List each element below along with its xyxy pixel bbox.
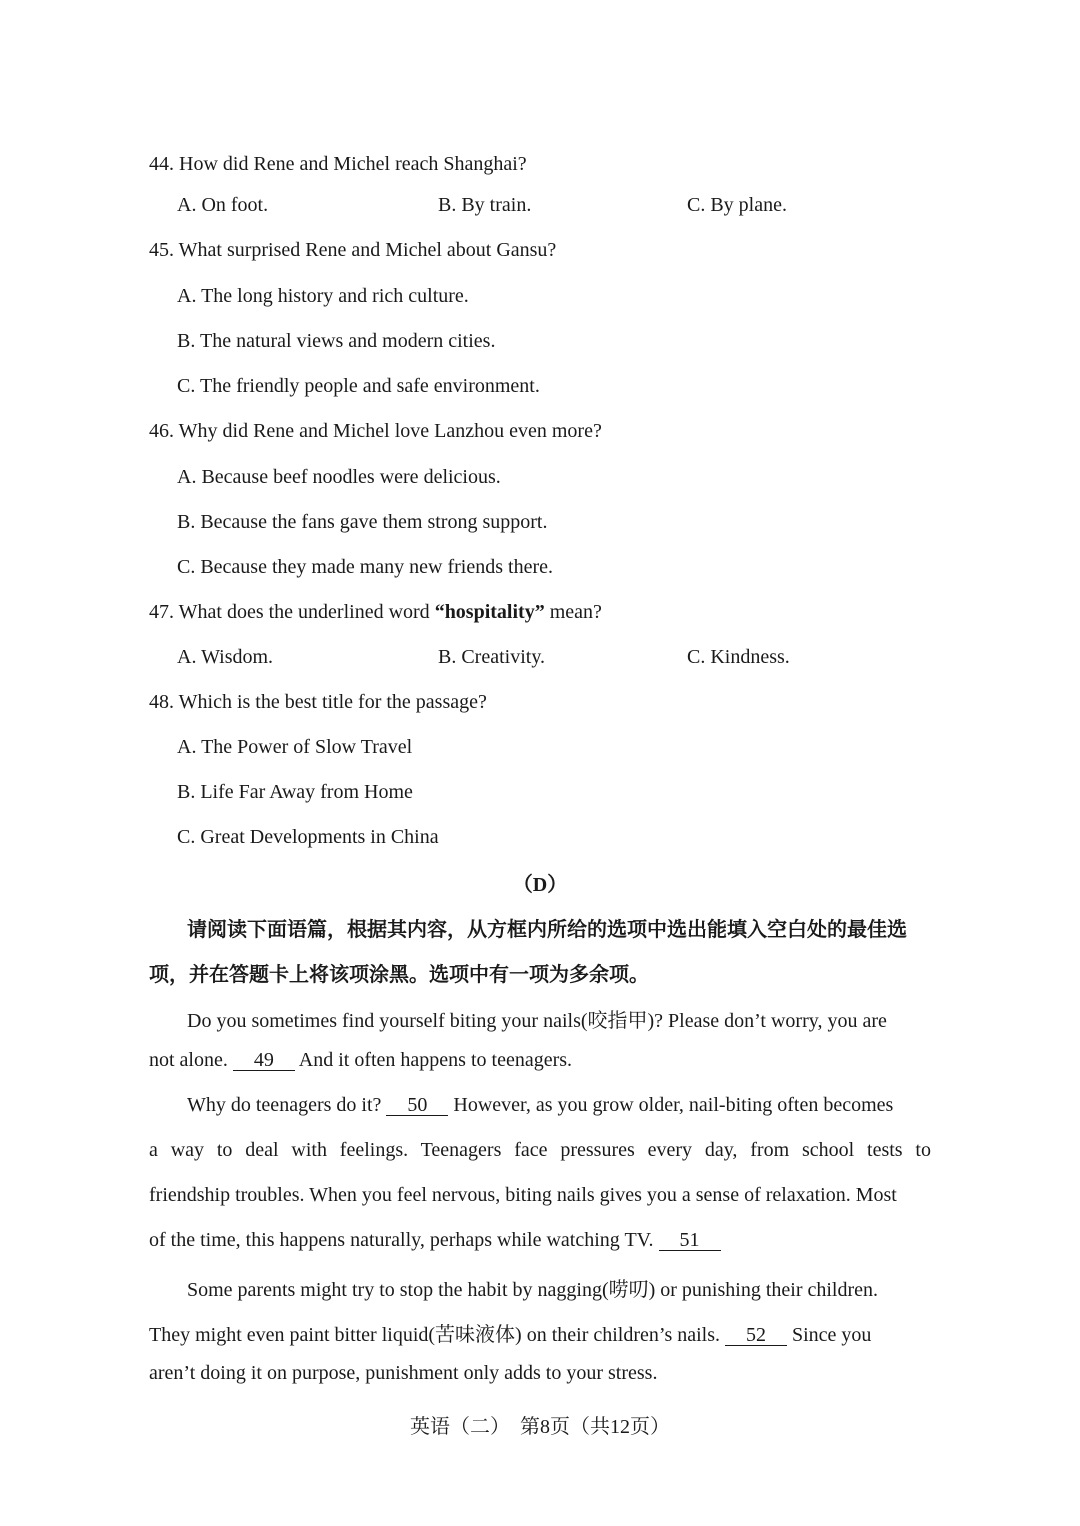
passage-p2-line-1 bbox=[187, 1094, 893, 1117]
question-47-option-c: C. Kindness. bbox=[687, 646, 790, 668]
passage-p3-line-1: Some parents might try to stop the habit by nagging(唠叨) or punishing their children. bbox=[187, 1279, 879, 1301]
question-47-stem bbox=[149, 600, 602, 624]
passage-p1-line-2 bbox=[149, 1049, 572, 1072]
question-47-keyword: “hospitality” bbox=[434, 601, 545, 623]
blank-49[interactable]: 49 bbox=[233, 1050, 295, 1071]
passage-p2-line-1-post: However, as you grow older, nail-biting often becomes bbox=[448, 1094, 894, 1116]
passage-p1-line-2-post: And it often happens to teenagers. bbox=[294, 1049, 573, 1071]
passage-p2-line-3: friendship troubles. When you feel nervous, biting nails gives you a sense of relaxation. Most bbox=[149, 1184, 897, 1206]
question-46-stem: 46. Why did Rene and Michel love Lanzhou even more? bbox=[149, 420, 602, 442]
blank-51[interactable]: 51 bbox=[659, 1230, 721, 1251]
question-44-option-a: A. On foot. bbox=[177, 194, 269, 216]
question-46-option-a: A. Because beef noodles were delicious. bbox=[177, 466, 501, 488]
question-47-stem-pre: 47. What does the underlined word bbox=[149, 601, 435, 623]
question-45-option-b: B. The natural views and modern cities. bbox=[177, 330, 496, 352]
blank-52[interactable]: 52 bbox=[725, 1325, 787, 1346]
question-46-option-c: C. Because they made many new friends there. bbox=[177, 556, 553, 578]
passage-p3-line-2-post: Since you bbox=[787, 1324, 872, 1346]
question-45-option-c: C. The friendly people and safe environment. bbox=[177, 375, 540, 397]
passage-p2-line-2: a way to deal with feelings. Teenagers face pressures every day, from school tests to bbox=[149, 1139, 931, 1161]
question-47-option-a: A. Wisdom. bbox=[177, 646, 274, 668]
passage-p3-line-2 bbox=[149, 1318, 871, 1347]
question-44-option-b: B. By train. bbox=[438, 194, 532, 216]
passage-p1-line-2-pre: not alone. bbox=[149, 1049, 233, 1071]
section-d-instruction-line-1: 请阅读下面语篇，根据其内容，从方框内所给的选项中选出能填入空白处的最佳选 bbox=[187, 917, 907, 941]
question-44-option-c: C. By plane. bbox=[687, 194, 787, 216]
question-45-option-a: A. The long history and rich culture. bbox=[177, 285, 469, 307]
question-48-stem: 48. Which is the best title for the passage? bbox=[149, 691, 487, 713]
question-48-option-b: B. Life Far Away from Home bbox=[177, 781, 413, 803]
passage-p3-line-2-pre: They might even paint bitter liquid(苦味液体) on their children’s nails. bbox=[149, 1324, 725, 1346]
question-45-stem: 45. What surprised Rene and Michel about Gansu? bbox=[149, 239, 557, 261]
passage-p3-line-3: aren’t doing it on purpose, punishment only adds to your stress. bbox=[149, 1362, 658, 1384]
question-48-option-c: C. Great Developments in China bbox=[177, 826, 439, 848]
question-46-option-b: B. Because the fans gave them strong support. bbox=[177, 511, 548, 533]
passage-p2-line-4-pre: of the time, this happens naturally, perhaps while watching TV. bbox=[149, 1229, 659, 1251]
blank-50[interactable]: 50 bbox=[386, 1095, 448, 1116]
question-44-stem: 44. How did Rene and Michel reach Shanghai? bbox=[149, 153, 527, 175]
passage-p2-line-4 bbox=[149, 1229, 721, 1252]
passage-p1-line-1: Do you sometimes find yourself biting your nails(咬指甲)? Please don’t worry, you are bbox=[187, 1010, 887, 1032]
question-47-option-b: B. Creativity. bbox=[438, 646, 546, 668]
question-47-stem-post: mean? bbox=[544, 601, 602, 623]
passage-p2-line-1-pre: Why do teenagers do it? bbox=[187, 1094, 387, 1116]
question-48-option-a: A. The Power of Slow Travel bbox=[177, 736, 413, 758]
section-d-title: （D） bbox=[512, 874, 568, 896]
section-d-instruction-line-2: 项，并在答题卡上将该项涂黑。选项中有一项为多余项。 bbox=[149, 962, 649, 986]
page-footer: 英语（二） 第8页（共12页） bbox=[410, 1416, 670, 1438]
